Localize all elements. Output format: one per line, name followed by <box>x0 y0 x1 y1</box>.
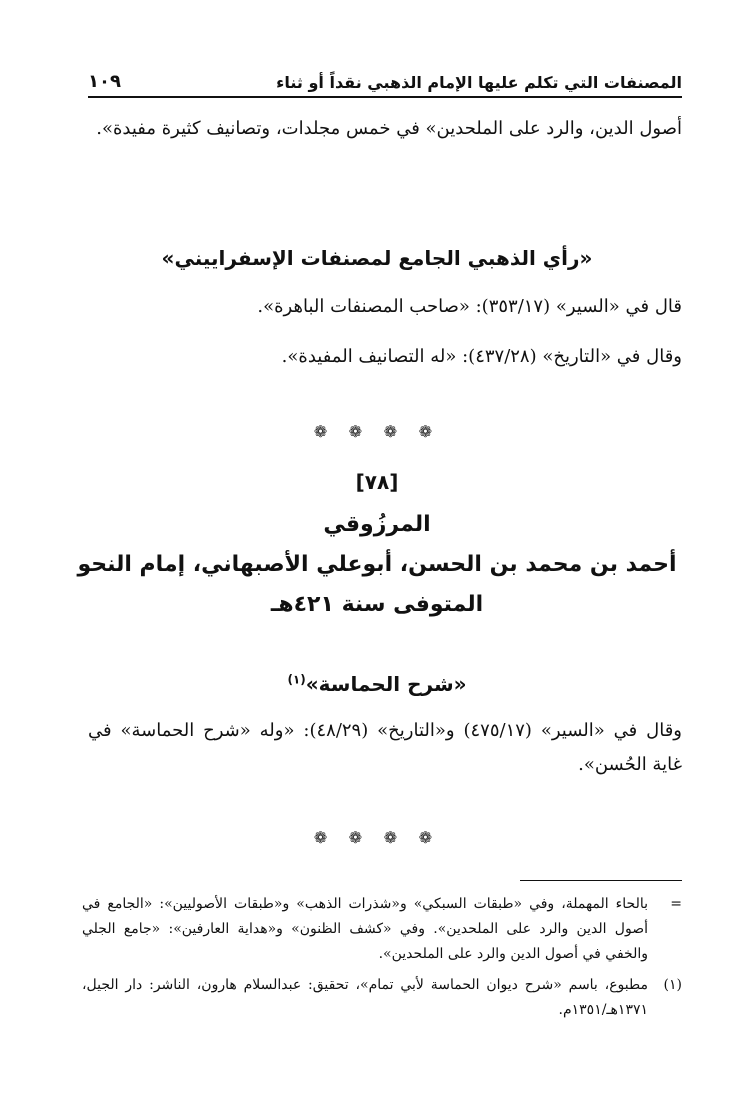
quote-tarikh: وقال في «التاريخ» (٤٣٧/٢٨): «له التصانيف المفيدة». <box>281 346 682 367</box>
page-header <box>88 58 682 98</box>
entry-number: [٧٨] <box>355 470 399 494</box>
footnote-text: بالحاء المهملة، وفي «طبقات السبكي» و«شذرات الذهب» و«طبقات الأصوليين»: «الجامع في أصول الدين والرد على الملحدين». وفي «كشف الظنون» و«هداية العارفين»: «جامع الجلي والخفي في أصول الدين والرد على الملحدين». <box>82 896 648 962</box>
footnote-rule <box>520 880 682 881</box>
page-number: ١٠٩ <box>88 71 121 92</box>
running-title: المصنفات التي تكلم عليها الإمام الذهبي نقداً أو ثناء <box>276 73 682 92</box>
entry-name: المرزُوقي <box>323 512 431 537</box>
ornament-separator-2: ❁ ❁ ❁ ❁ <box>313 828 441 847</box>
section-heading-isfarayini: «رأي الذهبي الجامع لمصنفات الإسفراييني» <box>161 246 593 270</box>
footnote-mark: = <box>670 896 682 912</box>
footnote-ref: (١) <box>287 672 306 687</box>
hamasa-paragraph: وقال في «السير» (٤٧٥/١٧) و«التاريخ» (٤٨/٢٩): «وله «شرح الحماسة» في غاية الحُسن». <box>88 720 682 775</box>
entry-full-name: أحمد بن محمد بن الحسن، أبوعلي الأصبهاني، إمام النحو <box>77 552 677 577</box>
section-heading-hamasa-text: «شرح الحماسة» <box>305 672 467 696</box>
entry-death-year: المتوفى سنة ٤٢١هـ <box>270 592 484 617</box>
section-heading-hamasa <box>60 672 694 696</box>
footnote-continued <box>82 892 682 967</box>
footnote-text: مطبوع، باسم «شرح ديوان الحماسة لأبي تمام»، تحقيق: عبدالسلام هارون، الناشر: دار الجيل، ١٣٧١هـ/١٣٥١م. <box>82 977 648 1018</box>
quote-siyar: قال في «السير» (٣٥٣/١٧): «صاحب المصنفات الباهرة». <box>257 296 682 317</box>
footnote-1 <box>82 973 682 1023</box>
ornament-separator: ❁ ❁ ❁ ❁ <box>313 422 441 441</box>
footnote-mark: (١) <box>663 977 682 993</box>
intro-paragraph: أصول الدين، والرد على الملحدين» في خمس مجلدات، وتصانيف كثيرة مفيدة». <box>96 118 682 139</box>
